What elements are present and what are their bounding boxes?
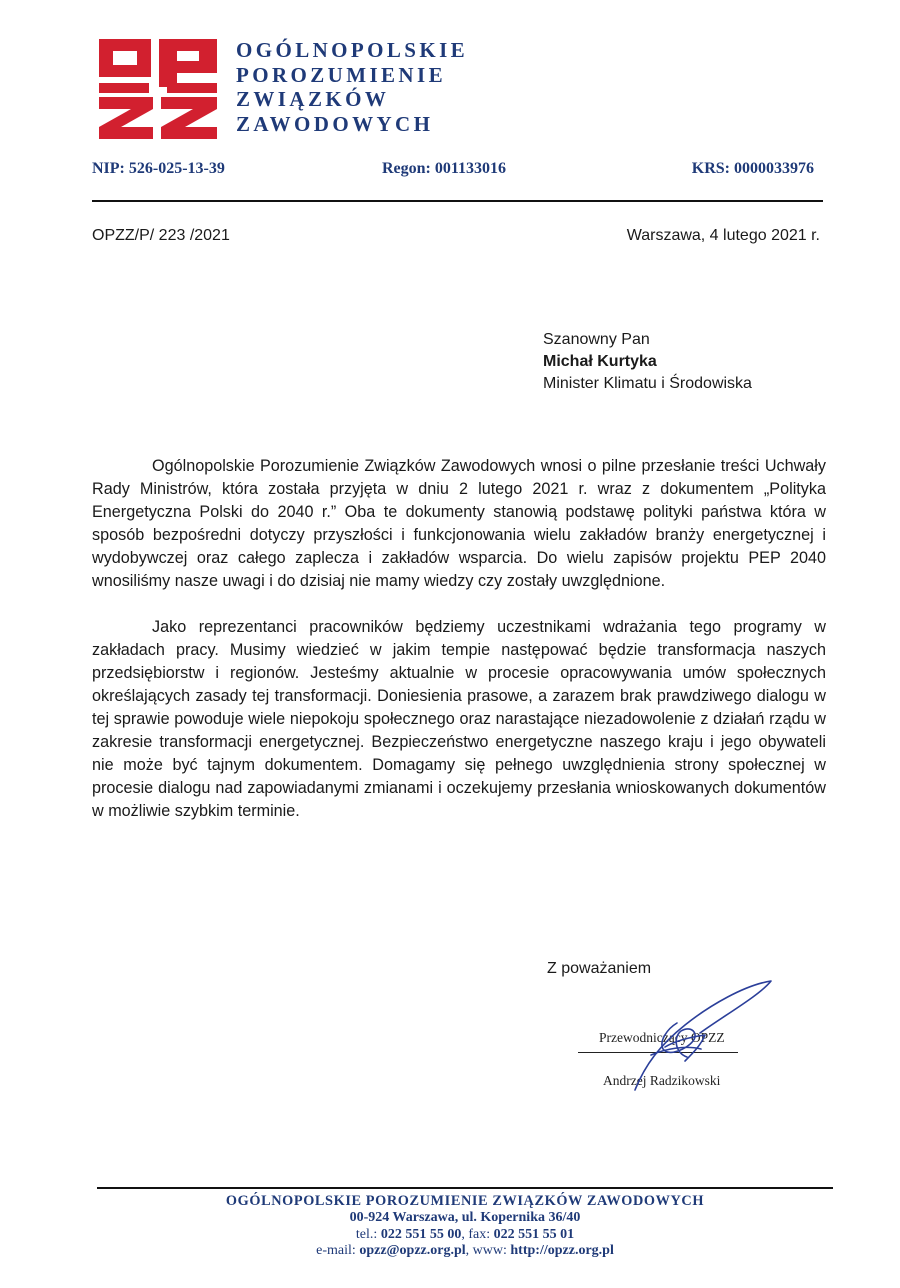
- paragraph-2: Jako reprezentanci pracowników będziemy uczestnikami wdrażania tego programy w zakładach pracy. Musimy wiedzieć w jakim tempie następować będzie transformacja naszych przedsiębiorstw i regionów. Jesteśmy aktualnie w procesie opracowywania umów społecznych określających zasady tej transformacji. Doniesienia prasowe, a zarazem brak prawdziwego dialogu w tej sprawie powoduje wiele niepokoju społecznego oraz narastające niezadowolenie z działań rządu w zakresie transformacji energetycznej. Bezpieczeństwo energetyczne naszego kraju i jego obywateli nie może być tajnym dokumentem. Domagamy się pełnego uwzględnienia strony społecznej w procesie dialogu nad zapowiadanymi zmianami i oczekujemy przesłania wnioskowanych dokumentów w możliwie szybkim terminie.: [92, 617, 826, 821]
- signatory-name: Andrzej Radzikowski: [603, 1073, 721, 1088]
- reference-number: OPZZ/P/ 223 /2021: [92, 227, 230, 244]
- footer: [97, 1193, 833, 1260]
- place-date: Warszawa, 4 lutego 2021 r.: [626, 227, 820, 244]
- regon-number: Regon: 001133016: [382, 160, 506, 177]
- email-link[interactable]: opzz@opzz.org.pl: [359, 1243, 466, 1259]
- org-name-line-2: POROZUMIENIE: [236, 62, 446, 87]
- tel-label: tel.:: [355, 1226, 381, 1242]
- tel-number: 022 551 55 00: [380, 1226, 462, 1242]
- footer-divider: [97, 1187, 833, 1189]
- footer-contact-line: [97, 1243, 833, 1260]
- registration-ids: [92, 160, 814, 184]
- signatory-title: Przewodniczący OPZZ: [599, 1030, 725, 1045]
- footer-address: 00-924 Warszawa, ul. Kopernika 36/40: [349, 1209, 581, 1225]
- handwritten-signature: [575, 945, 815, 1115]
- closing-phrase: Z poważaniem: [547, 960, 652, 977]
- organization-name: [236, 38, 468, 136]
- email-label: e-mail:: [316, 1243, 360, 1259]
- header-divider: [92, 200, 823, 202]
- krs-number: KRS: 0000033976: [691, 160, 814, 177]
- org-name-line-1: OGÓLNOPOLSKIE: [236, 38, 469, 62]
- letter-body: [92, 455, 826, 845]
- fax-number: 022 551 55 01: [493, 1226, 575, 1242]
- signature-block: [575, 945, 815, 1115]
- nip-number: NIP: 526-025-13-39: [92, 160, 225, 177]
- paragraph-1: Ogólnopolskie Porozumienie Związków Zawodowych wnosi o pilne przesłanie treści Uchwały Rady Ministrów, która została przyjęta w dniu 2 lutego 2021 r. wraz z dokumentem „Polityka Energetyczna Polski do 2040 r.” Oba te dokumenty stanowią podstawę polityki państwa która w sposób bezpośredni dotyczy przyszłości i funkcjonowania wielu zakładów branży energetycznej i wydobywczej oraz całego zaplecza i zakładów wsparcia. Do wielu zapisów projektu PEP 2040 wnosiliśmy nasze uwagi i do dzisiaj nie mamy wiedzy czy zostały uwzględnione.: [92, 457, 826, 591]
- footer-phone-line: [97, 1227, 833, 1244]
- org-name-line-4: ZAWODOWYCH: [236, 111, 434, 136]
- addressee-salutation: Szanowny Pan: [543, 331, 650, 348]
- opzz-logo: [97, 37, 219, 141]
- org-name-line-3: ZWIĄZKÓW: [236, 87, 390, 111]
- addressee-block: [543, 329, 752, 395]
- footer-org-name: OGÓLNOPOLSKIE POROZUMIENIE ZWIĄZKÓW ZAWODOWYCH: [225, 1193, 705, 1209]
- fax-label: , fax:: [461, 1226, 494, 1242]
- www-label: , www:: [465, 1243, 511, 1259]
- addressee-name: Michał Kurtyka: [543, 353, 657, 370]
- website-link[interactable]: http://opzz.org.pl: [510, 1243, 614, 1259]
- addressee-position: Minister Klimatu i Środowiska: [543, 375, 752, 392]
